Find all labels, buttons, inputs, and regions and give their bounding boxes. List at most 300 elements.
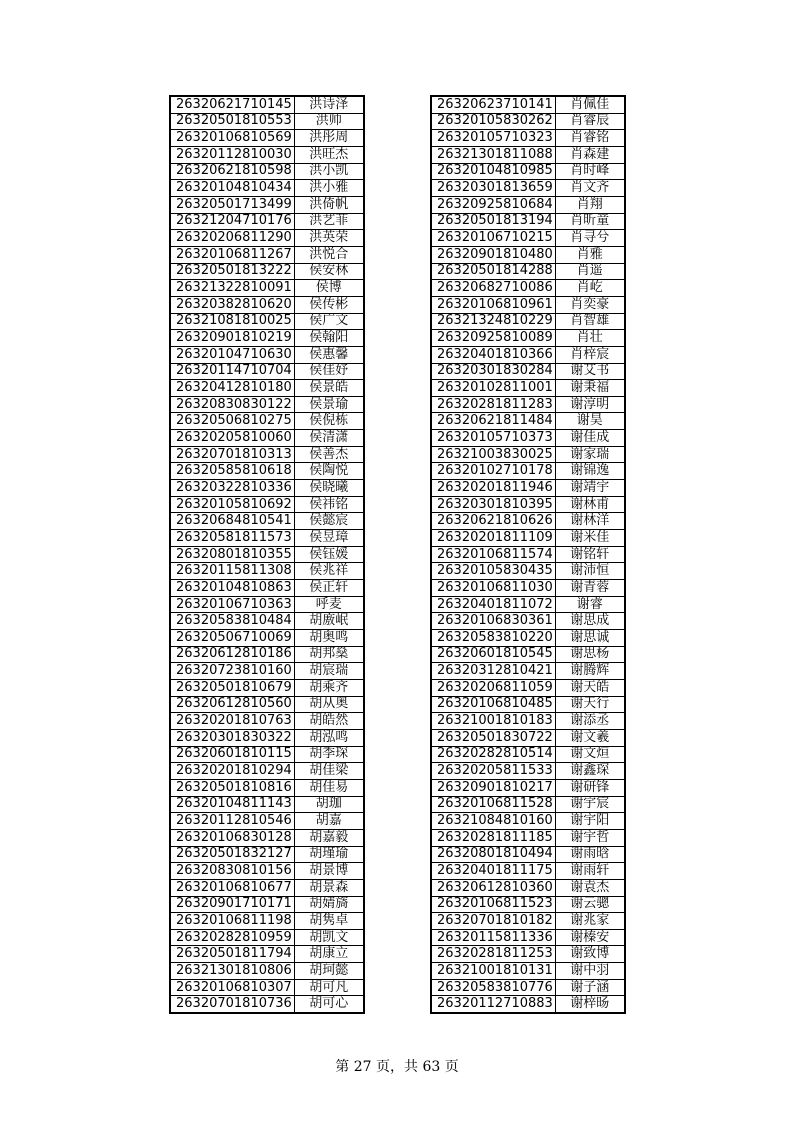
table-row — [431, 446, 625, 463]
candidate-id: 26320106811523 — [431, 896, 555, 913]
candidate-id: 26320301810395 — [431, 496, 555, 513]
candidate-id: 26320201811109 — [431, 530, 555, 547]
candidate-name: 肖雅 — [555, 246, 625, 263]
candidate-name: 胡隽卓 — [294, 913, 364, 930]
candidate-id: 26320701810182 — [431, 913, 555, 930]
table-row — [431, 979, 625, 996]
table-row — [431, 580, 625, 597]
left-roster-body — [170, 96, 364, 1013]
candidate-id: 26320201810294 — [170, 763, 294, 780]
candidate-id: 26320301830284 — [431, 363, 555, 380]
table-row — [170, 146, 364, 163]
table-row — [170, 313, 364, 330]
candidate-id: 26320506710069 — [170, 630, 294, 647]
candidate-name: 肖睿辰 — [555, 113, 625, 130]
table-row — [170, 863, 364, 880]
candidate-id: 26320205810060 — [170, 430, 294, 447]
candidate-id: 26320105710373 — [431, 430, 555, 447]
candidate-id: 26320901710171 — [170, 896, 294, 913]
table-row — [170, 696, 364, 713]
table-row — [431, 663, 625, 680]
table-row — [431, 463, 625, 480]
candidate-id: 26320106811528 — [431, 796, 555, 813]
candidate-name: 胡瑾瑜 — [294, 846, 364, 863]
candidate-id: 26320501832127 — [170, 846, 294, 863]
candidate-id: 26320106811574 — [431, 546, 555, 563]
table-row — [170, 130, 364, 147]
candidate-id: 26320412810180 — [170, 380, 294, 397]
candidate-name: 胡景博 — [294, 863, 364, 880]
table-row — [431, 696, 625, 713]
candidate-id: 26320401811072 — [431, 596, 555, 613]
candidate-name: 肖奕豪 — [555, 296, 625, 313]
table-row — [431, 296, 625, 313]
table-row — [170, 246, 364, 263]
candidate-id: 26320104810434 — [170, 180, 294, 197]
candidate-name: 肖壮 — [555, 330, 625, 347]
candidate-id: 26320205811533 — [431, 763, 555, 780]
candidate-name: 洪帅 — [294, 113, 364, 130]
table-row — [170, 879, 364, 896]
table-row — [170, 180, 364, 197]
candidate-id: 26320281811253 — [431, 946, 555, 963]
candidate-id: 26320112710883 — [431, 996, 555, 1013]
candidate-id: 26320501830722 — [431, 729, 555, 746]
table-row — [431, 330, 625, 347]
table-row — [170, 979, 364, 996]
candidate-id: 26320104810863 — [170, 580, 294, 597]
candidate-id: 26320621810598 — [170, 163, 294, 180]
table-row — [431, 213, 625, 230]
candidate-name: 谢青蓉 — [555, 580, 625, 597]
candidate-name: 谢腾辉 — [555, 663, 625, 680]
candidate-id: 26320401810366 — [431, 346, 555, 363]
table-row — [431, 963, 625, 980]
candidate-name: 洪艺菲 — [294, 213, 364, 230]
table-row — [170, 363, 364, 380]
table-row — [170, 846, 364, 863]
candidate-id: 26320102811001 — [431, 380, 555, 397]
candidate-id: 26320723810160 — [170, 663, 294, 680]
right-roster-table — [430, 95, 626, 1014]
table-row — [431, 796, 625, 813]
table-row — [170, 213, 364, 230]
table-row — [170, 646, 364, 663]
candidate-name: 洪彤周 — [294, 130, 364, 147]
candidate-id: 26320501810816 — [170, 779, 294, 796]
page-footer: 第 27 页，共 63 页 — [335, 1059, 459, 1075]
candidate-id: 26320830810156 — [170, 863, 294, 880]
candidate-id: 26321001810131 — [431, 963, 555, 980]
candidate-id: 26320102710178 — [431, 463, 555, 480]
candidate-name: 侯广文 — [294, 313, 364, 330]
candidate-id: 26320623710141 — [431, 96, 555, 113]
candidate-name: 洪倚帆 — [294, 196, 364, 213]
candidate-id: 26320106710363 — [170, 596, 294, 613]
candidate-name: 侯正轩 — [294, 580, 364, 597]
candidate-id: 26320583810484 — [170, 613, 294, 630]
candidate-id: 26320612810360 — [431, 879, 555, 896]
candidate-id: 26321324810229 — [431, 313, 555, 330]
candidate-id: 26320901810217 — [431, 779, 555, 796]
candidate-name: 胡婧旖 — [294, 896, 364, 913]
candidate-name: 谢文烜 — [555, 746, 625, 763]
table-row — [431, 196, 625, 213]
table-row — [431, 829, 625, 846]
candidate-name: 肖翔 — [555, 196, 625, 213]
table-row — [431, 530, 625, 547]
candidate-id: 26320201810763 — [170, 713, 294, 730]
candidate-name: 谢林洋 — [555, 513, 625, 530]
table-row — [170, 563, 364, 580]
candidate-name: 洪小凯 — [294, 163, 364, 180]
candidate-name: 胡凯文 — [294, 929, 364, 946]
candidate-id: 26320601810115 — [170, 746, 294, 763]
candidate-id: 26320901810219 — [170, 330, 294, 347]
candidate-id: 26320801810494 — [431, 846, 555, 863]
candidate-name: 侯善杰 — [294, 446, 364, 463]
candidate-id: 26320621811484 — [431, 413, 555, 430]
table-row — [170, 580, 364, 597]
candidate-name: 肖梓宸 — [555, 346, 625, 363]
table-row — [170, 963, 364, 980]
candidate-name: 侯安林 — [294, 263, 364, 280]
left-roster-table — [169, 95, 365, 1014]
candidate-name: 洪悦合 — [294, 246, 364, 263]
candidate-id: 26320201811946 — [431, 480, 555, 497]
candidate-name: 谢研锋 — [555, 779, 625, 796]
table-row — [431, 130, 625, 147]
table-row — [170, 613, 364, 630]
table-row — [170, 480, 364, 497]
candidate-name: 谢雨轩 — [555, 863, 625, 880]
candidate-id: 26320282810514 — [431, 746, 555, 763]
table-row — [431, 646, 625, 663]
candidate-name: 谢中羽 — [555, 963, 625, 980]
candidate-id: 26320104710630 — [170, 346, 294, 363]
candidate-name: 洪旺杰 — [294, 146, 364, 163]
table-row — [170, 530, 364, 547]
candidate-id: 26321001810183 — [431, 713, 555, 730]
candidate-name: 胡可凡 — [294, 979, 364, 996]
table-row — [431, 113, 625, 130]
candidate-id: 26320701810313 — [170, 446, 294, 463]
table-row — [170, 463, 364, 480]
table-row — [431, 480, 625, 497]
candidate-id: 26320585810618 — [170, 463, 294, 480]
candidate-id: 26320684810541 — [170, 513, 294, 530]
candidate-name: 胡佳梁 — [294, 763, 364, 780]
candidate-name: 谢思成 — [555, 613, 625, 630]
table-row — [170, 496, 364, 513]
table-row — [431, 996, 625, 1013]
candidate-id: 26320621810626 — [431, 513, 555, 530]
candidate-id: 26320581811573 — [170, 530, 294, 547]
table-row — [170, 763, 364, 780]
candidate-name: 肖智雄 — [555, 313, 625, 330]
candidate-name: 侯佳妤 — [294, 363, 364, 380]
table-row — [170, 230, 364, 247]
candidate-name: 谢靖宇 — [555, 480, 625, 497]
candidate-name: 谢文羲 — [555, 729, 625, 746]
candidate-name: 侯钰媛 — [294, 546, 364, 563]
candidate-name: 呼麦 — [294, 596, 364, 613]
candidate-name: 侯晓曦 — [294, 480, 364, 497]
table-row — [431, 263, 625, 280]
candidate-id: 26320612810186 — [170, 646, 294, 663]
candidate-name: 侯倪栋 — [294, 413, 364, 430]
candidate-id: 26321204710176 — [170, 213, 294, 230]
candidate-id: 26320106810307 — [170, 979, 294, 996]
table-row — [170, 796, 364, 813]
candidate-name: 侯清潇 — [294, 430, 364, 447]
table-row — [431, 913, 625, 930]
table-row — [170, 430, 364, 447]
candidate-id: 26320830830122 — [170, 396, 294, 413]
candidate-name: 侯景皓 — [294, 380, 364, 397]
candidate-name: 肖佩佳 — [555, 96, 625, 113]
table-row — [170, 996, 364, 1013]
candidate-name: 谢睿 — [555, 596, 625, 613]
table-row — [431, 513, 625, 530]
table-row — [170, 263, 364, 280]
table-row — [431, 846, 625, 863]
candidate-id: 26321081810025 — [170, 313, 294, 330]
candidate-name: 谢艾书 — [555, 363, 625, 380]
candidate-name: 侯兆祥 — [294, 563, 364, 580]
table-row — [170, 280, 364, 297]
candidate-name: 胡乘齐 — [294, 679, 364, 696]
candidate-id: 26320281811185 — [431, 829, 555, 846]
candidate-id: 26320206811059 — [431, 679, 555, 696]
table-row — [170, 196, 364, 213]
candidate-id: 26320501814288 — [431, 263, 555, 280]
candidate-name: 侯惠馨 — [294, 346, 364, 363]
table-row — [431, 563, 625, 580]
table-row — [431, 246, 625, 263]
candidate-id: 26320105810692 — [170, 496, 294, 513]
table-row — [170, 163, 364, 180]
table-row — [431, 596, 625, 613]
candidate-name: 胡可心 — [294, 996, 364, 1013]
candidate-name: 胡康立 — [294, 946, 364, 963]
candidate-id: 26320501813194 — [431, 213, 555, 230]
candidate-name: 谢兆家 — [555, 913, 625, 930]
candidate-name: 侯翰阳 — [294, 330, 364, 347]
table-row — [170, 713, 364, 730]
table-row — [170, 746, 364, 763]
candidate-id: 26320682710086 — [431, 280, 555, 297]
candidate-id: 26320583810776 — [431, 979, 555, 996]
table-row — [170, 330, 364, 347]
table-row — [170, 630, 364, 647]
table-row — [170, 546, 364, 563]
candidate-name: 胡皓然 — [294, 713, 364, 730]
right-roster-body — [431, 96, 625, 1013]
candidate-name: 谢宇阳 — [555, 813, 625, 830]
candidate-name: 胡廒岷 — [294, 613, 364, 630]
candidate-id: 26320106830128 — [170, 829, 294, 846]
candidate-name: 肖睿铭 — [555, 130, 625, 147]
table-row — [170, 346, 364, 363]
candidate-name: 胡泓鸣 — [294, 729, 364, 746]
table-row — [170, 729, 364, 746]
candidate-id: 26320106810961 — [431, 296, 555, 313]
candidate-name: 肖时峰 — [555, 163, 625, 180]
candidate-name: 肖寻兮 — [555, 230, 625, 247]
candidate-name: 胡珈 — [294, 796, 364, 813]
table-row — [431, 813, 625, 830]
candidate-id: 26320115811336 — [431, 929, 555, 946]
candidate-id: 26320106710215 — [431, 230, 555, 247]
candidate-name: 侯懿宸 — [294, 513, 364, 530]
table-row — [431, 346, 625, 363]
candidate-id: 26320281811283 — [431, 396, 555, 413]
candidate-id: 26320925810089 — [431, 330, 555, 347]
candidate-name: 侯昱璋 — [294, 530, 364, 547]
candidate-id: 26320106810485 — [431, 696, 555, 713]
candidate-id: 26320104811143 — [170, 796, 294, 813]
table-row — [431, 96, 625, 113]
table-row — [431, 546, 625, 563]
table-row — [170, 396, 364, 413]
candidate-name: 谢梓旸 — [555, 996, 625, 1013]
table-row — [170, 913, 364, 930]
candidate-name: 侯博 — [294, 280, 364, 297]
table-row — [431, 863, 625, 880]
candidate-id: 26320501813222 — [170, 263, 294, 280]
candidate-name: 洪诗泽 — [294, 96, 364, 113]
table-row — [431, 180, 625, 197]
candidate-name: 洪小雅 — [294, 180, 364, 197]
table-row — [431, 230, 625, 247]
table-row — [170, 813, 364, 830]
candidate-name: 谢沛恒 — [555, 563, 625, 580]
candidate-name: 胡嘉 — [294, 813, 364, 830]
candidate-id: 26320501713499 — [170, 196, 294, 213]
table-row — [431, 946, 625, 963]
candidate-name: 谢思诚 — [555, 630, 625, 647]
table-row — [431, 713, 625, 730]
candidate-id: 26320506810275 — [170, 413, 294, 430]
candidate-name: 胡嘉毅 — [294, 829, 364, 846]
candidate-id: 26320112810030 — [170, 146, 294, 163]
candidate-id: 26320312810421 — [431, 663, 555, 680]
candidate-name: 谢榛安 — [555, 929, 625, 946]
table-row — [431, 413, 625, 430]
table-row — [170, 513, 364, 530]
candidate-name: 谢秉福 — [555, 380, 625, 397]
table-row — [431, 613, 625, 630]
candidate-id: 26320104810985 — [431, 163, 555, 180]
candidate-id: 26320501811794 — [170, 946, 294, 963]
table-row — [431, 363, 625, 380]
table-row — [431, 146, 625, 163]
candidate-id: 26320105710323 — [431, 130, 555, 147]
candidate-id: 26320282810959 — [170, 929, 294, 946]
candidate-name: 谢天行 — [555, 696, 625, 713]
candidate-id: 26320106810677 — [170, 879, 294, 896]
table-row — [170, 679, 364, 696]
candidate-name: 谢宇宸 — [555, 796, 625, 813]
candidate-name: 肖遥 — [555, 263, 625, 280]
candidate-id: 26320621710145 — [170, 96, 294, 113]
candidate-name: 谢天皓 — [555, 679, 625, 696]
candidate-name: 谢思杨 — [555, 646, 625, 663]
candidate-id: 26320583810220 — [431, 630, 555, 647]
candidate-id: 26320382810620 — [170, 296, 294, 313]
candidate-name: 谢昊 — [555, 413, 625, 430]
table-row — [170, 929, 364, 946]
candidate-name: 侯景瑜 — [294, 396, 364, 413]
candidate-id: 26320301813659 — [431, 180, 555, 197]
table-row — [170, 779, 364, 796]
table-row — [170, 663, 364, 680]
candidate-id: 26320105830435 — [431, 563, 555, 580]
candidate-name: 胡景森 — [294, 879, 364, 896]
candidate-id: 26320401811175 — [431, 863, 555, 880]
candidate-name: 肖森建 — [555, 146, 625, 163]
table-row — [431, 729, 625, 746]
table-row — [431, 779, 625, 796]
candidate-id: 26320106810569 — [170, 130, 294, 147]
candidate-id: 26321301810806 — [170, 963, 294, 980]
candidate-id: 26320501810679 — [170, 679, 294, 696]
candidate-name: 胡宸瑞 — [294, 663, 364, 680]
candidate-name: 肖昕童 — [555, 213, 625, 230]
candidate-id: 26320301830322 — [170, 729, 294, 746]
candidate-name: 胡季琛 — [294, 746, 364, 763]
candidate-name: 洪英荣 — [294, 230, 364, 247]
candidate-id: 26320115811308 — [170, 563, 294, 580]
table-row — [170, 413, 364, 430]
candidate-id: 26320106811267 — [170, 246, 294, 263]
candidate-name: 谢佳成 — [555, 430, 625, 447]
table-row — [431, 679, 625, 696]
candidate-name: 肖文齐 — [555, 180, 625, 197]
table-row — [431, 896, 625, 913]
table-row — [431, 280, 625, 297]
candidate-name: 谢米佳 — [555, 530, 625, 547]
table-row — [170, 296, 364, 313]
candidate-name: 谢雨晗 — [555, 846, 625, 863]
table-row — [431, 496, 625, 513]
candidate-id: 26320206811290 — [170, 230, 294, 247]
candidate-id: 26320322810336 — [170, 480, 294, 497]
candidate-name: 侯陶悦 — [294, 463, 364, 480]
candidate-name: 谢家瑞 — [555, 446, 625, 463]
table-row — [431, 630, 625, 647]
table-row — [170, 113, 364, 130]
table-row — [431, 929, 625, 946]
candidate-name: 胡从奥 — [294, 696, 364, 713]
table-row — [431, 430, 625, 447]
candidate-id: 26320801810355 — [170, 546, 294, 563]
candidate-name: 谢锦逸 — [555, 463, 625, 480]
table-row — [431, 163, 625, 180]
candidate-id: 26320106811198 — [170, 913, 294, 930]
candidate-name: 谢林甫 — [555, 496, 625, 513]
candidate-id: 26321301811088 — [431, 146, 555, 163]
table-row — [170, 96, 364, 113]
table-row — [431, 763, 625, 780]
candidate-name: 谢铭轩 — [555, 546, 625, 563]
candidate-id: 26320612810560 — [170, 696, 294, 713]
table-row — [170, 946, 364, 963]
table-row — [431, 313, 625, 330]
candidate-id: 26320701810736 — [170, 996, 294, 1013]
candidate-name: 肖屹 — [555, 280, 625, 297]
